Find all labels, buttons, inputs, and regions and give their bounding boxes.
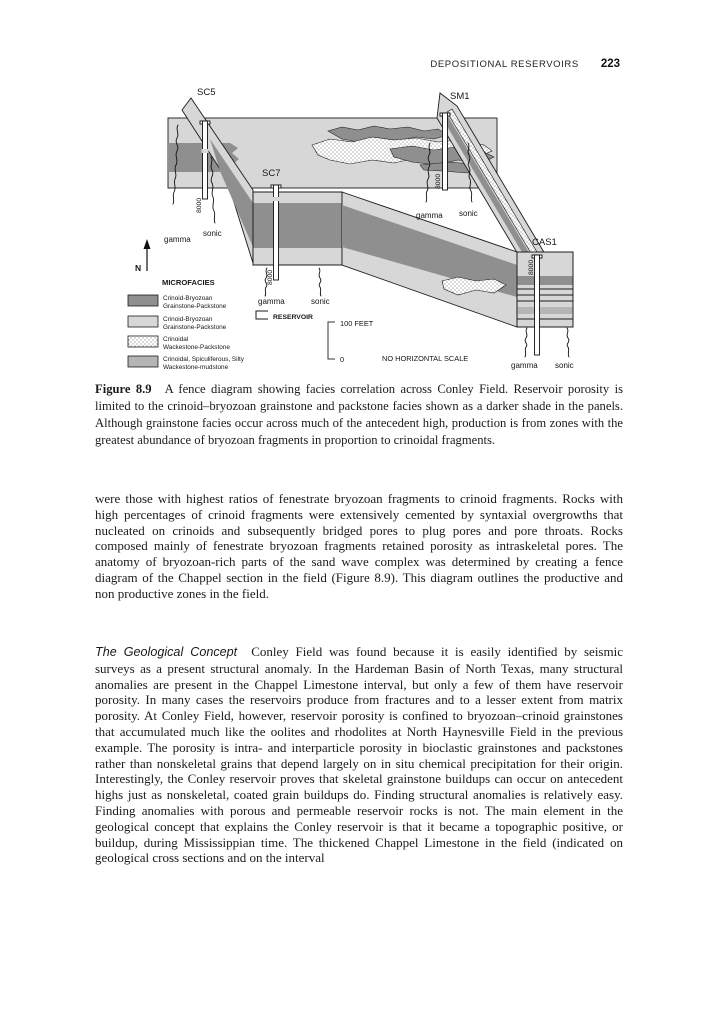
- legend-label: Crinoid-Bryozoan: [163, 316, 213, 323]
- panel-sc7: [253, 192, 342, 265]
- figure-caption-label: Figure 8.9: [95, 382, 152, 396]
- legend-swatch-grainstone-light: [128, 316, 158, 327]
- well-label-cas1: CAS1: [532, 237, 557, 248]
- page-number: 223: [600, 58, 620, 70]
- scale-top-label: 100 FEET: [340, 319, 374, 328]
- legend-label: Wackestone-Packstone: [163, 344, 230, 351]
- legend-title: MICROFACIES: [162, 278, 215, 287]
- panel-cas1: [517, 252, 573, 327]
- legend-swatch-grainstone-dark: [128, 295, 158, 306]
- body-paragraph-2: [95, 644, 623, 866]
- fence-diagram-figure: [90, 85, 630, 375]
- body-paragraph-1: were those with highest ratios of fenestrate bryozoan fragments to crinoid fragments. Rocks with high percentages of crinoid fragments were extensively cemented by syntaxial overgrowths that nucleated on crinoids and subsequently bridged pores to plug pores and pore throats. Rocks composed mainly of fenestrate bryozoan fragments retained porosity as intraskeletal pores. The anatomy of bryozoan-rich parts of the sand wave complex was determined by creating a fence diagram of the Chappel section in the field (Figure 8.9). This diagram outlines the productive and non productive zones in the field.: [95, 491, 623, 601]
- legend-label: Crinoidal: [163, 336, 189, 343]
- sonic-curve-cas1: [567, 328, 569, 357]
- gamma-label-sc5: gamma: [164, 235, 191, 244]
- legend-swatch-wackestone-medium: [128, 356, 158, 367]
- depth-label-cas1: 8000: [528, 259, 535, 275]
- depth-label-sc5: 8000: [196, 197, 203, 213]
- legend-label: Crinoidal, Spiculiferous, Silty: [163, 356, 244, 363]
- legend: [128, 295, 245, 371]
- figure-caption-text: A fence diagram showing facies correlation across Conley Field. Reservoir porosity is limited to the crinoid–bryozoan grainstone and packstone facies shown as a darker shade in the panels. Although grainstone facies occur across much of the antecedent high, production is from zones with the greatest abundance of bryozoan fragments in proportion to crinoidal fragments.: [95, 382, 623, 447]
- reservoir-key: [256, 311, 313, 321]
- gamma-label-sc7: gamma: [258, 297, 285, 306]
- gamma-curve-cas1: [525, 328, 527, 357]
- running-header: [430, 58, 620, 70]
- depth-label-sm1: 8000: [435, 173, 442, 189]
- north-label: N: [135, 263, 142, 273]
- sonic-curve-sc7: [319, 268, 321, 296]
- gamma-label-cas1: gamma: [511, 361, 538, 370]
- sonic-label-cas1: sonic: [555, 361, 574, 370]
- gamma-label-sm1: gamma: [416, 211, 443, 220]
- running-title: DEPOSITIONAL RESERVOIRS: [430, 59, 579, 70]
- sonic-label-sc7: sonic: [311, 297, 330, 306]
- depth-label-sc7: 8000: [267, 269, 274, 285]
- well-label-sm1: SM1: [450, 91, 470, 102]
- reservoir-label: RESERVOIR: [273, 314, 313, 321]
- well-label-sc7: SC7: [262, 168, 281, 179]
- scale-bottom-label: 0: [340, 355, 345, 364]
- reservoir-icon: [256, 311, 268, 319]
- legend-label: Wackestone-mudstone: [163, 364, 229, 371]
- sonic-label-sm1: sonic: [459, 209, 478, 218]
- sonic-label-sc5: sonic: [203, 229, 222, 238]
- legend-swatch-wackestone-stipple: [128, 336, 158, 347]
- legend-label: Crinoid-Bryozoan: [163, 295, 213, 302]
- legend-label: Grainstone-Packstone: [163, 303, 227, 310]
- well-label-sc5: SC5: [197, 87, 216, 98]
- no-scale-note: NO HORIZONTAL SCALE: [382, 354, 469, 363]
- body-paragraph-2-text: Conley Field was found because it is easily identified by seismic surveys as a present structural anomaly. In the Hardeman Basin of North Texas, many structural anomalies are present in the Chappel Limestone interval, but only a few of them have reservoir porosity. In many cases the reservoirs produce from fractures and to a lesser extent from matrix porosity. At Conley Field, however, reservoir porosity is confined to bryozoan–crinoid grainstones that accumulated much like the oolites and rhodolites at North Haynesville Field in the previous example. The porosity is intra- and interparticle porosity in bioclastic grainstones and packstones rather than nonskeletal grains that depend largely on in situ chemical precipitation for their origin. Interestingly, the Conley reservoir proves that skeletal grainstone buildups can occur on antecedent highs just as nonskeletal, coated grain buildups do. Finding structural anomalies is relatively easy. Finding anomalies with porous and permeable reservoir rocks is not. The main element in the geological concept that explains the Conley reservoir is that it became a topographic positive, or buildup, during Mississippian time. The thickened Chappel Limestone in the field (indicated on geological cross sections and on the interval: [95, 644, 623, 866]
- vertical-scale: [328, 319, 374, 364]
- section-title: The Geological Concept: [95, 645, 238, 659]
- legend-label: Grainstone-Packstone: [163, 324, 227, 331]
- figure-caption: [95, 381, 623, 449]
- north-arrow-icon: [135, 239, 151, 273]
